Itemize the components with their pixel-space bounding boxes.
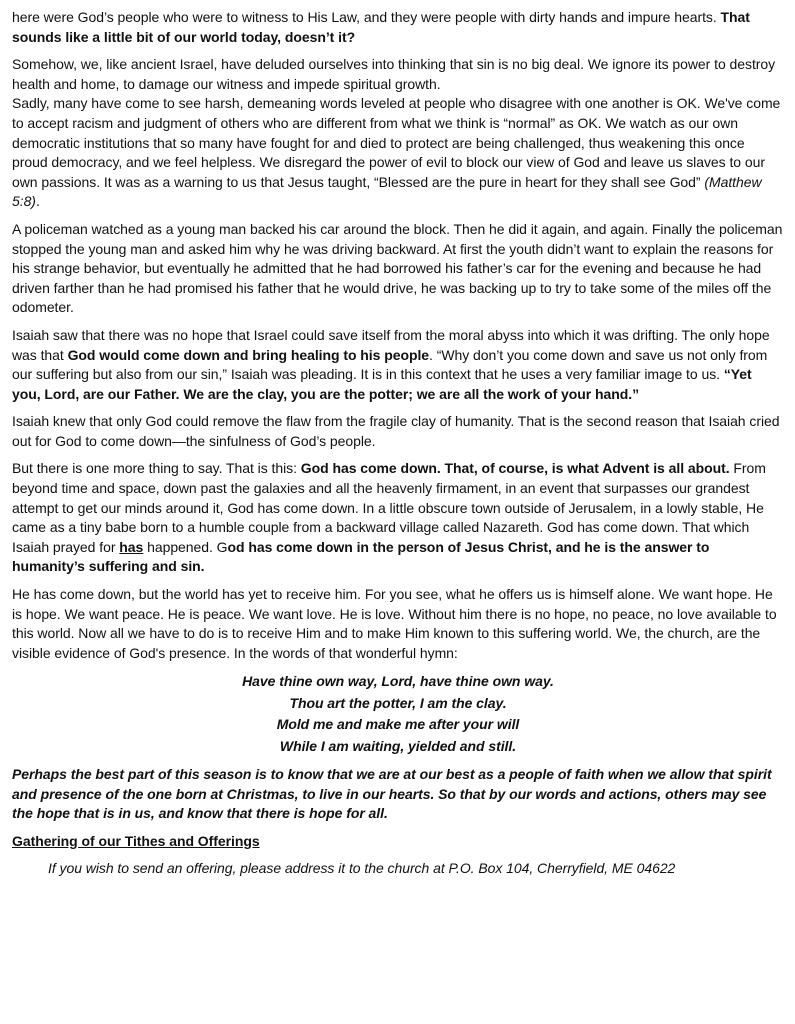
p6-bold-advent: God has come down. That, of course, is what Advent is all about. — [300, 460, 730, 477]
p4-text-a: Isaiah saw that there was no hope that Israel could save itself from the moral abyss into which it was drifting. The only hope was that — [12, 326, 770, 363]
paragraph-4 — [12, 326, 784, 404]
p6-text-a: But there is one more thing to say. That is this: — [12, 460, 301, 477]
p6-bold-jesus: od has come down in the person of Jesus Christ, and he is the answer to humanity’s suffering and sin. — [12, 538, 710, 575]
paragraph-2 — [12, 55, 784, 212]
paragraph-1 — [12, 8, 784, 47]
hymn-line-3: Mold me and make me after your will — [276, 716, 520, 733]
hymn-verse — [12, 671, 784, 757]
p2-scripture-ref: (Matthew 5:8) — [12, 173, 762, 210]
paragraph-3: A policeman watched as a young man backed his car around the block. Then he did it again, and again. Finally the policeman stopped the young man and asked him why he was driving backward. At first the youth didn’t want to explain the reasons for his strange behavior, but eventually he admitted that he had borrowed his father’s car for the evening and because he had driven farther than he had promised his father that he would drive, he was backing up to try to take some of the miles off the odometer. — [12, 220, 783, 316]
p1-text: here were God’s people who were to witness to His Law, and they were people with dirty hands and impure hearts. — [12, 9, 721, 25]
offering-address: If you wish to send an offering, please address it to the church at P.O. Box 104, Cherryfield, ME 04622 — [48, 860, 676, 877]
paragraph-6 — [12, 459, 784, 577]
document-page — [12, 8, 784, 887]
p6-text-e: happened. G — [143, 538, 228, 555]
p2-text-b: Sadly, many have come to see harsh, demeaning words leveled at people who disagree with one another is OK. We've come to accept racism and judgment of others who are different from what we think is “normal” as OK. We watch as our own democratic institutions that so many have fought for and died to protect are being challenged, thus weakening this once proud democracy, and we feel helpless. We disregard the power of evil to block our view of God and leave us slaves to our own passions. It was as a warning to us that Jesus taught, “Blessed are the pure in heart for they shall see God” — [12, 95, 781, 190]
hymn-line-1: Have thine own way, Lord, have thine own way. — [242, 673, 554, 690]
hymn-line-4: While I am waiting, yielded and still. — [279, 737, 517, 754]
p4-bold-hope: God would come down and bring healing to his people — [67, 346, 430, 363]
p4-text-c: . “Why don’t you come down and save us not only from our suffering but also from our sin,” Isaiah was pleading. It is in this context that he uses a very familiar image to us. — [12, 346, 768, 383]
paragraph-7: He has come down, but the world has yet to receive him. For you see, what he offers us is himself alone. We want hope. He is hope. We want peace. He is peace. We want love. He is love. Without him there is no hope, no peace, no love available to this world. Now all we have to do is to receive Him and to make Him known to this suffering world. We, the church, are the visible evidence of God's presence. In the words of that wonderful hymn: — [12, 586, 777, 661]
p2-period: . — [35, 193, 40, 210]
p2-text-a: Somehow, we, like ancient Israel, have deluded ourselves into thinking that sin is no big deal. We ignore its power to destroy health and home, to damage our witness and impede spiritual growth. — [12, 56, 776, 92]
p6-underlined-has: has — [119, 538, 144, 555]
section-heading-offerings: Gathering of our Tithes and Offerings — [12, 832, 260, 849]
p1-bold-question: That sounds like a little bit of our world today, doesn’t it? — [12, 9, 750, 45]
hymn-line-2: Thou art the potter, I am the clay. — [289, 694, 507, 711]
closing-paragraph: Perhaps the best part of this season is to know that we are at our best as a people of faith when we allow that spirit and presence of the one born at Christmas, to live in our hearts. So that by our words and actions, others may see the hope that is in us, and know that there is hope for all. — [12, 766, 772, 822]
p6-text-c: From beyond time and space, down past the galaxies and all the heavenly firmament, in an event that surpasses our grandest attempt to get our minds around it, God has come down. In a little obscure town outside of Jerusalem, in a lowly stable, He came as a tiny babe born to a humble couple from a backward village called Nazareth. God has come down. That which Isaiah prayed for — [12, 460, 766, 555]
paragraph-5: Isaiah knew that only God could remove the flaw from the fragile clay of humanity. That is the second reason that Isaiah cried out for God to come down—the sinfulness of God’s people. — [12, 413, 780, 449]
p4-bold-quote: “Yet you, Lord, are our Father. We are the clay, you are the potter; we are all the work of your hand.” — [12, 366, 752, 402]
